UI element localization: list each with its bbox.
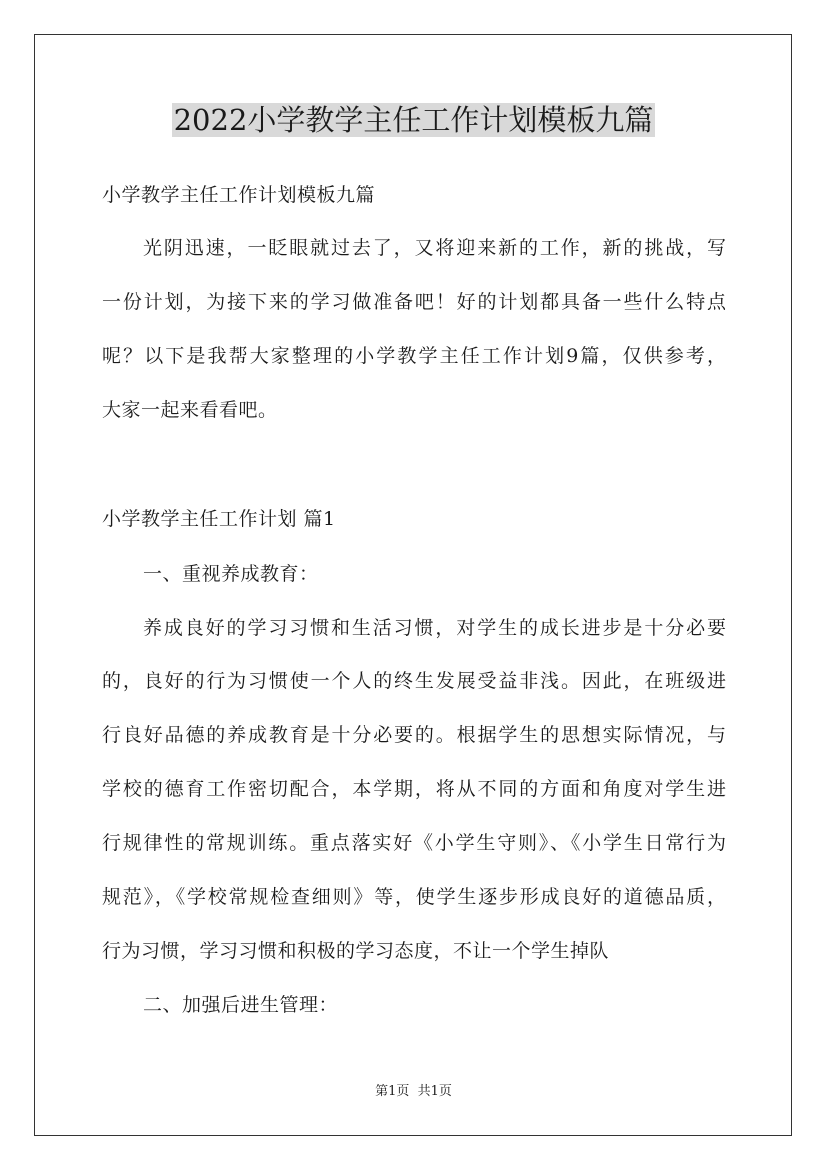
point1-line-6: 规范》，《学校常规检查细则》等，使学生逐步形成良好的道德品质， — [102, 886, 726, 908]
point1-line-2: 的，良好的行为习惯使一个人的终生发展受益非浅。因此，在班级进 — [102, 670, 726, 692]
point1-line-5: 行规律性的常规训练。重点落实好《小学生守则》、《小学生日常行为 — [102, 832, 726, 854]
point1-line-7: 行为习惯，学习习惯和积极的学习态度，不让一个学生掉队 — [102, 940, 610, 962]
section-heading: 小学教学主任工作计划 篇1 — [102, 508, 336, 530]
intro-line-3: 呢？以下是我帮大家整理的小学教学主任工作计划9篇，仅供参考， — [102, 345, 726, 367]
document-subtitle: 小学教学主任工作计划模板九篇 — [102, 184, 376, 206]
point1-line-3: 行良好品德的养成教育是十分必要的。根据学生的思想实际情况，与 — [102, 724, 726, 746]
intro-line-2: 一份计划，为接下来的学习做准备吧！好的计划都具备一些什么特点 — [102, 291, 726, 313]
intro-line-4: 大家一起来看看吧。 — [102, 399, 278, 421]
document-title-text: 2022小学教学主任工作计划模板九篇 — [173, 103, 654, 137]
point2-heading: 二、加强后进生管理： — [143, 994, 339, 1016]
point1-line-1: 养成良好的学习习惯和生活习惯，对学生的成长进步是十分必要 — [143, 617, 726, 639]
intro-line-1: 光阴迅速，一眨眼就过去了，又将迎来新的工作，新的挑战，写 — [143, 237, 726, 259]
document-title — [0, 100, 827, 140]
point1-heading: 一、重视养成教育： — [143, 563, 319, 585]
page-number-footer: 第1页 共1页 — [375, 1084, 452, 1099]
point1-line-4: 学校的德育工作密切配合，本学期，将从不同的方面和角度对学生进 — [102, 778, 726, 800]
